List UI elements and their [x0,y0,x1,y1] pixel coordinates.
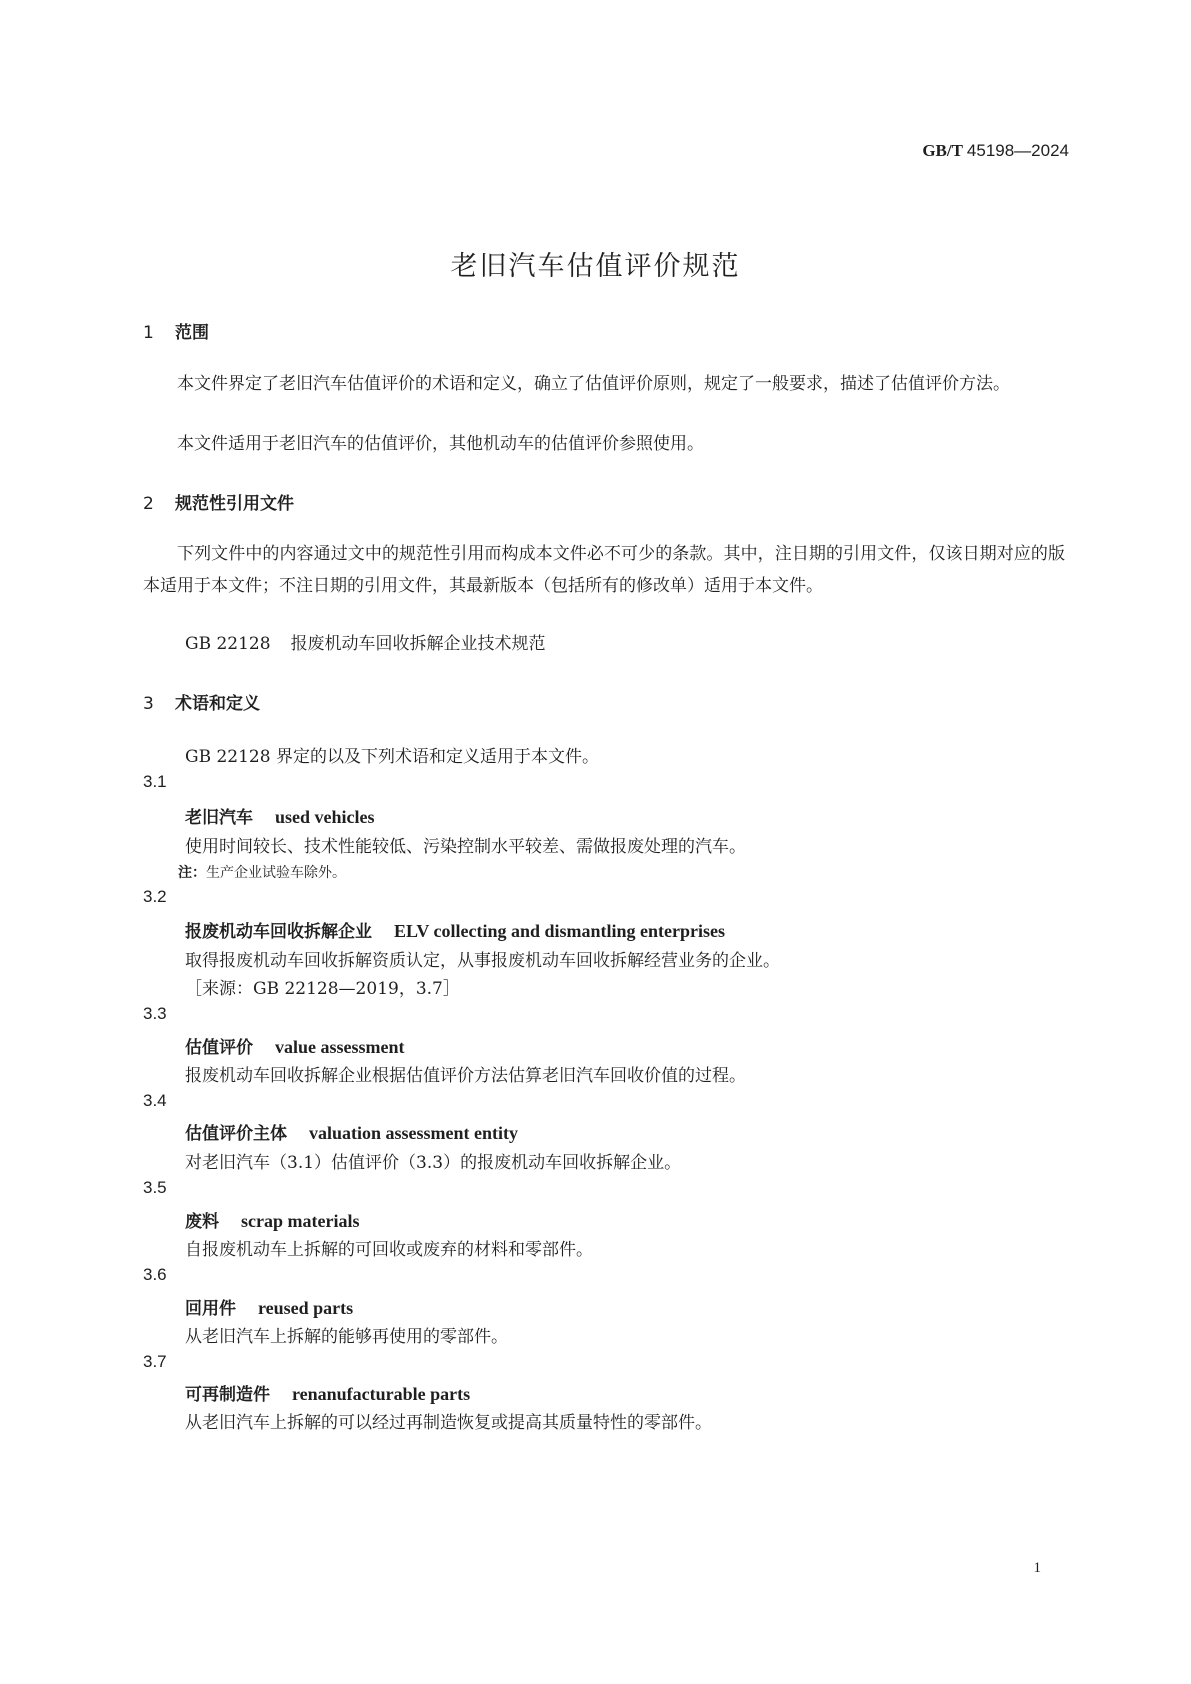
term-en: renanufacturable parts [292,1384,471,1404]
section-number: 1 [143,323,154,343]
term-zh: 估值评价主体 [185,1124,287,1144]
reference-code: GB 22128 [185,634,271,654]
term-zh: 可再制造件 [185,1385,270,1405]
reference-item [185,629,546,654]
section-1-paragraph-2: 本文件适用于老旧汽车的估值评价，其他机动车的估值评价参照使用。 [177,434,704,454]
term-en: used vehicles [275,807,375,827]
term-en: reused parts [258,1298,354,1318]
term-zh: 估值评价 [185,1038,253,1058]
term-zh: 废料 [185,1212,219,1232]
term-number: 3.6 [143,1265,167,1284]
section-number: 3 [143,694,154,714]
term-note [178,862,346,882]
term-definition: 使用时间较长、技术性能较低、污染控制水平较差、需做报废处理的汽车。 [185,837,746,857]
standard-code [922,141,1069,161]
term-heading [185,1380,470,1405]
term-definition: 报废机动车回收拆解企业根据估值评价方法估算老旧汽车回收价值的过程。 [185,1066,746,1086]
term-en: scrap materials [241,1211,360,1231]
term-heading [185,917,725,942]
term-definition: 自报废机动车上拆解的可回收或废弃的材料和零部件。 [185,1240,593,1260]
term-en: valuation assessment entity [309,1123,519,1143]
term-definition: 对老旧汽车（3.1）估值评价（3.3）的报废机动车回收拆解企业。 [185,1153,682,1173]
term-heading [185,1119,518,1144]
term-definition: 取得报废机动车回收拆解资质认定，从事报废机动车回收拆解经营业务的企业。 [185,951,780,971]
term-heading [185,1207,359,1232]
section-title: 规范性引用文件 [175,494,294,514]
section-number: 2 [143,494,154,514]
section-1-paragraph-1: 本文件界定了老旧汽车估值评价的术语和定义，确立了估值评价原则，规定了一般要求，描述了估值评价方法。 [177,374,1010,394]
section-2-paragraph-1: 下列文件中的内容通过文中的规范性引用而构成本文件必不可少的条款。其中，注日期的引用文件，仅该日期对应的版本适用于本文件；不注日期的引用文件，其最新版本（包括所有的修改单）适用于本文件。 [143,544,1065,596]
term-en: ELV collecting and dismantling enterprises [394,921,726,941]
page-number: 1 [1033,1560,1041,1576]
term-number: 3.7 [143,1352,167,1371]
section-2-heading [143,489,294,514]
term-zh: 报废机动车回收拆解企业 [185,922,372,942]
note-text: 生产企业试验车除外。 [206,865,346,881]
document-title: 老旧汽车估值评价规范 [450,251,741,282]
reference-title: 报废机动车回收拆解企业技术规范 [290,634,546,654]
section-title: 术语和定义 [175,694,260,714]
section-3-intro: GB 22128 界定的以及下列术语和定义适用于本文件。 [185,747,599,767]
section-1-heading [143,318,209,343]
term-heading [185,803,375,828]
term-heading [185,1294,353,1319]
section-title: 范围 [175,323,209,343]
term-definition: 从老旧汽车上拆解的能够再使用的零部件。 [185,1327,508,1347]
term-number: 3.1 [143,772,167,791]
term-heading [185,1033,405,1058]
term-zh: 老旧汽车 [185,808,253,828]
term-number: 3.5 [143,1178,167,1197]
standard-prefix: GB/T [922,141,963,160]
term-number: 3.2 [143,887,167,906]
term-number: 3.4 [143,1091,167,1110]
term-en: value assessment [275,1037,405,1057]
section-3-heading [143,689,260,714]
term-definition: 从老旧汽车上拆解的可以经过再制造恢复或提高其质量特性的零部件。 [185,1413,712,1433]
term-zh: 回用件 [185,1299,236,1319]
term-source: ［来源：GB 22128—2019，3.7］ [185,979,460,999]
standard-number: 45198—2024 [966,141,1069,160]
note-label: 注： [178,865,206,881]
term-number: 3.3 [143,1004,167,1023]
